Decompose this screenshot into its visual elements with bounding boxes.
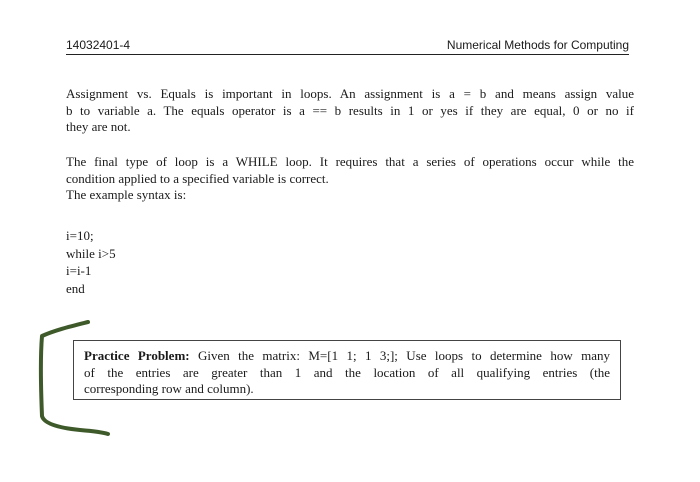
paragraph-line: The example syntax is: [66,187,187,202]
practice-line: corresponding row and column). [84,381,254,396]
course-title: Numerical Methods for Computing [446,38,629,52]
practice-line: of the entries are greater than 1 and the location of all qualifying entries (the [84,364,610,380]
code-line: while i>5 [66,245,116,261]
paragraph-line: b to variable a. The equals operator is a == b results in 1 or yes if they are equal, 0 or no if [66,102,634,118]
practice-text: Given the matrix: M=[1 1; 1 3;]; Use loops to determine how many [189,348,611,363]
practice-problem-box [73,340,621,400]
paragraph-line: condition applied to a specified variable is correct. [66,170,329,186]
paragraph-line: Assignment vs. Equals is important in loops. An assignment is a = b and means assign value [66,86,634,101]
practice-line [84,348,610,365]
code-line: i=i-1 [66,263,92,278]
course-code: 14032401-4 [66,38,131,52]
practice-label: Practice Problem: [84,348,190,363]
code-line: end [66,280,85,296]
code-line: i=10; [66,228,94,243]
paragraph-line: The final type of loop is a WHILE loop. It requires that a series of operations occur while the [66,154,634,169]
paragraph-line: they are not. [66,119,131,134]
